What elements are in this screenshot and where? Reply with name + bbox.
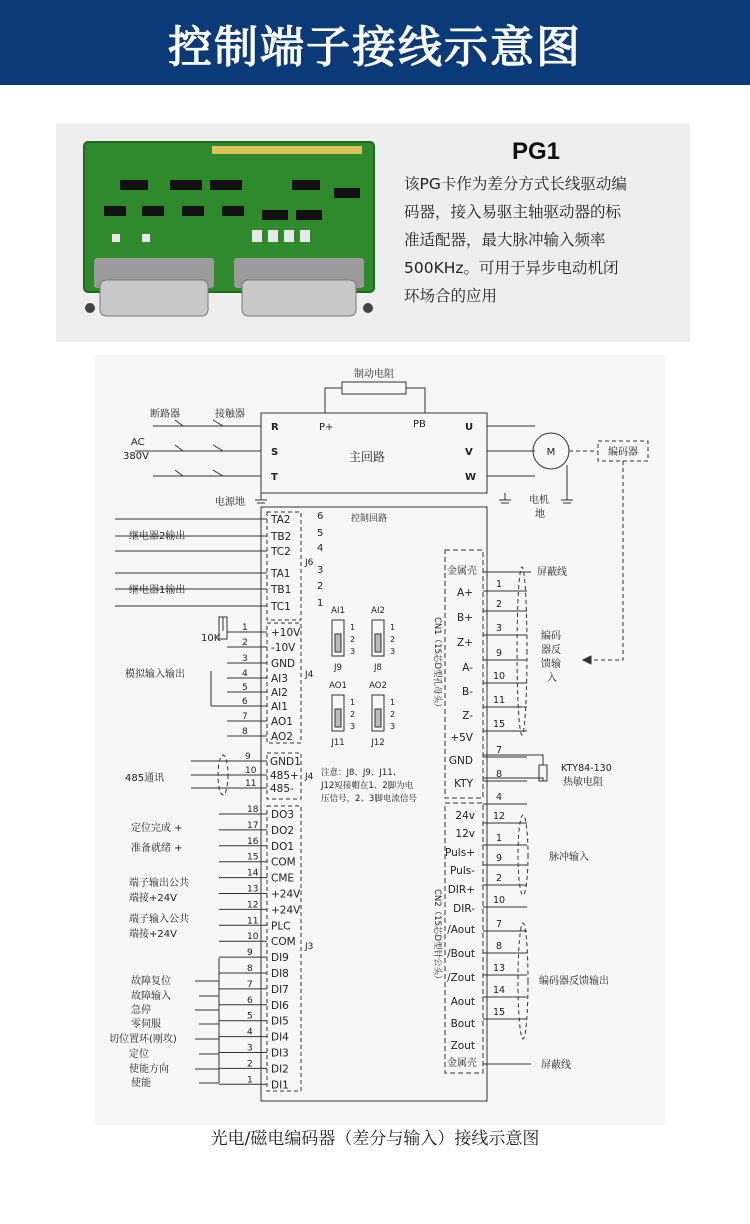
- j3-pin-12: 12: [247, 900, 259, 911]
- analog-terminal-AI1: AI1: [271, 701, 288, 713]
- jumper-name-J11: J11: [331, 738, 345, 748]
- cn2-terminal-9: Aout: [450, 996, 475, 1008]
- note-line-1: 注意：J8、J9、J11、: [321, 768, 402, 778]
- relay-terminal-TB1: TB1: [271, 584, 292, 596]
- analog-pin-5: 5: [242, 683, 248, 693]
- cn1-pin-2: 2: [495, 599, 503, 610]
- jumper-label-AO2: AO2: [369, 681, 387, 691]
- cn1-vertical-label: CN1（15芯D型孔母头）: [432, 617, 442, 712]
- jumper-cap-J8: [375, 634, 381, 652]
- j3-terminal-15: DI3: [271, 1047, 289, 1060]
- j3-terminal-12: DI6: [271, 999, 289, 1012]
- j6-label: J6: [305, 558, 314, 568]
- in-common-label-1: 端子输入公共: [129, 914, 189, 925]
- di-label-1: 故障输入: [131, 991, 171, 1002]
- power-ground-label: 电源地: [215, 497, 245, 508]
- desc-line: 500KHz。可用于异步电动机闭: [404, 259, 619, 277]
- jumper-cap-J12: [375, 709, 381, 727]
- j3-pin-10: 10: [247, 932, 259, 943]
- jumper-pin-J11-1: 1: [350, 698, 356, 707]
- page-header: [0, 0, 750, 85]
- relay-terminal-TA2: TA2: [271, 514, 291, 526]
- cn1-terminal-KTY: KTY: [454, 778, 473, 790]
- di-label-6: 使能方向: [129, 1064, 169, 1075]
- jumper-name-J8: J8: [374, 663, 382, 673]
- note-line-2: J12短接帽在1、2脚为电: [321, 781, 414, 791]
- cn1-pin-15: 15: [492, 719, 506, 730]
- rs485-pin-11: 11: [245, 779, 257, 789]
- cn2-terminal-0: 24v: [455, 810, 475, 822]
- j3-terminal-5: +24V: [271, 888, 301, 901]
- cn1-pin-7: 7: [495, 745, 503, 756]
- cn2-terminal-2: Puls+: [445, 847, 475, 859]
- shield-label-bottom: 屏蔽线: [541, 1060, 571, 1071]
- j3-terminal-9: DI9: [271, 952, 289, 965]
- analog-pin-6: 6: [242, 697, 248, 707]
- analog-pin-4: 4: [242, 669, 248, 679]
- desc-line: 准适配器，最大脉冲输入频率: [404, 231, 606, 249]
- positioning-label: 定位完成 +: [131, 823, 183, 834]
- cn2-pin-14: 14: [492, 985, 506, 996]
- in-common-label-2: 端接+24V: [129, 929, 177, 940]
- cn2-shell-label: 金属壳: [447, 1058, 477, 1069]
- cn2-pin-1: 1: [495, 833, 503, 844]
- j3-pin-7: 7: [247, 979, 253, 990]
- output-terminal-V: V: [465, 447, 473, 458]
- jumper-pin-J12-3: 3: [390, 722, 396, 731]
- pg-card-description: [404, 170, 676, 310]
- analog-terminal-GND: GND: [271, 658, 296, 670]
- page-title: 控制端子接线示意图: [168, 21, 582, 73]
- breaker-label: 断路器: [150, 409, 180, 420]
- wiring-diagram: [95, 355, 665, 1125]
- relay-terminal-TA1: TA1: [271, 568, 291, 580]
- jumper-pin-J8-2: 2: [390, 635, 396, 644]
- di-label-2: 急停: [131, 1005, 151, 1016]
- cn2-terminal-3: Puls-: [450, 865, 475, 877]
- jumper-pin-J11-3: 3: [350, 722, 356, 731]
- di-label-5: 定位: [129, 1049, 149, 1060]
- di-label-4: 切位置环(刚攻): [109, 1034, 177, 1045]
- jumper-pin-J11-2: 2: [350, 710, 356, 719]
- j3-terminal-0: DO3: [271, 809, 295, 821]
- cn2-terminal-7: /Bout: [447, 948, 475, 960]
- contactor-label: 接触器: [215, 409, 245, 420]
- pg-card-photo: [82, 140, 378, 326]
- enc-feedback-label-4: 入: [547, 673, 557, 684]
- cn2-terminal-8: /Zout: [447, 972, 475, 984]
- relay2-label: 继电器2输出: [129, 531, 186, 542]
- analog-terminal-AI3: AI3: [271, 673, 288, 685]
- j3-terminal-3: COM: [271, 856, 296, 869]
- j3-pin-14: 14: [247, 868, 259, 879]
- relay-pin-1: 1: [317, 598, 324, 609]
- cn2-pin-10: 10: [492, 895, 506, 906]
- rs485-pin-10: 10: [245, 766, 257, 776]
- input-terminal-R: R: [271, 422, 279, 433]
- enc-feedback-label-3: 馈输: [541, 659, 561, 670]
- pulse-in-label: 脉冲输入: [549, 852, 589, 863]
- jumper-label-AI1: AI1: [331, 606, 345, 616]
- cn1-pin-10: 10: [492, 671, 506, 682]
- cn1-pin-8: 8: [495, 769, 503, 780]
- motor-ground-label-2: 地: [535, 509, 545, 520]
- cn2-terminal-11: Zout: [450, 1040, 475, 1052]
- output-terminal-W: W: [465, 472, 477, 483]
- output-terminal-U: U: [465, 422, 474, 433]
- input-terminal-S: S: [271, 447, 279, 458]
- analog-pin-7: 7: [242, 712, 248, 722]
- brake-resistor-label: 制动电阻: [354, 369, 394, 380]
- analog-pin-2: 2: [242, 638, 248, 648]
- jumper-pin-J12-1: 1: [390, 698, 396, 707]
- j3-terminal-4: CME: [271, 872, 295, 885]
- rs485-pin-9: 9: [245, 752, 251, 762]
- rs485-terminal-485minus: 485-: [270, 783, 294, 795]
- jumper-pin-J9-2: 2: [350, 635, 356, 644]
- cn2-pin-12: 12: [492, 811, 506, 822]
- desc-line: 环场合的应用: [404, 287, 498, 305]
- analog-terminal-10V: -10V: [271, 642, 296, 654]
- pb-label: PB: [413, 419, 426, 430]
- j3-terminal-16: DI2: [271, 1063, 289, 1076]
- relay-pin-2: 2: [317, 581, 324, 592]
- jumper-label-AO1: AO1: [329, 681, 347, 691]
- j3-pin-1: 1: [247, 1075, 253, 1086]
- cn1-terminal-Aminus: A-: [462, 662, 473, 674]
- cn1-terminal-Bplus: B+: [456, 612, 473, 624]
- ready-label: 准备就绪 +: [131, 843, 183, 854]
- j3-terminal-13: DI5: [271, 1015, 289, 1028]
- cn1-terminal-plus5V: +5V: [450, 732, 473, 744]
- cn1-terminal-Zplus: Z+: [457, 637, 473, 649]
- j3-terminal-10: DI8: [271, 968, 289, 980]
- j3-terminal-1: DO2: [271, 824, 295, 837]
- cn2-pin-9: 9: [495, 853, 503, 864]
- j3-pin-4: 4: [247, 1027, 253, 1038]
- relay-pin-5: 5: [317, 528, 324, 539]
- analog-pin-1: 1: [242, 623, 248, 633]
- j3-pin-15: 15: [247, 852, 259, 863]
- cn2-pin-13: 13: [492, 963, 506, 974]
- out-common-label-1: 端子输出公共: [129, 878, 189, 889]
- j3-pin-16: 16: [247, 836, 259, 847]
- rs485-label: 485通讯: [125, 773, 165, 784]
- kty-label-2: 热敏电阻: [563, 777, 603, 788]
- desc-line: 该PG卡作为差分方式长线驱动编: [404, 175, 627, 193]
- ac-label: AC: [131, 437, 145, 448]
- jumper-pin-J12-2: 2: [390, 710, 396, 719]
- jumper-pin-J8-3: 3: [390, 647, 396, 656]
- rs485-terminal-485plus: 485+: [270, 770, 299, 782]
- relay-terminal-TC1: TC1: [271, 601, 291, 613]
- j3-terminal-2: DO1: [271, 840, 295, 853]
- desc-line: 码器，接入易驱主轴驱动器的标: [404, 203, 622, 221]
- relay-pin-6: 6: [317, 511, 324, 522]
- jumper-cap-J9: [335, 634, 341, 652]
- pg-card-title: PG1: [511, 138, 561, 165]
- j3-terminal-7: PLC: [271, 920, 291, 933]
- j4-analog-label: J4: [305, 670, 314, 680]
- j3-terminal-11: DI7: [271, 983, 289, 996]
- analog-label: 模拟输入输出: [125, 669, 185, 680]
- di-label-7: 使能: [131, 1078, 151, 1089]
- j3-pin-11: 11: [247, 916, 259, 927]
- cn1-pin-9: 9: [495, 648, 503, 659]
- j3-pin-5: 5: [247, 1011, 253, 1022]
- motor-ground-label-1: 电机: [529, 495, 549, 506]
- j3-label: J3: [305, 942, 314, 952]
- analog-terminal-10V: +10V: [271, 627, 301, 639]
- di-label-0: 故障复位: [131, 976, 171, 987]
- cn1-terminal-Bminus: B-: [462, 686, 473, 698]
- motor-label: M: [546, 447, 556, 458]
- j3-terminal-6: +24V: [271, 904, 301, 917]
- cn2-terminal-5: DIR-: [453, 903, 475, 915]
- kty-label-1: KTY84-130: [561, 763, 612, 774]
- cn2-vertical-label: CN2（15芯D型针公头）: [432, 889, 442, 984]
- analog-terminal-AO2: AO2: [271, 731, 293, 743]
- rs485-terminal-GND1: GND1: [270, 756, 301, 768]
- cn2-pin-7: 7: [495, 919, 503, 930]
- cn2-terminal-4: DIR+: [447, 884, 475, 896]
- j3-pin-2: 2: [247, 1059, 253, 1070]
- cn1-pin-11: 11: [492, 695, 506, 706]
- cn1-terminal-Aplus: A+: [457, 587, 473, 599]
- enc-feedback-label-1: 编码: [541, 631, 561, 642]
- j4-485-label: J4: [305, 772, 314, 782]
- cn2-pin-15: 15: [492, 1007, 506, 1018]
- analog-pin-3: 3: [242, 654, 248, 664]
- cn2-terminal-10: Bout: [450, 1018, 475, 1030]
- relay1-label: 继电器1输出: [129, 585, 186, 596]
- analog-pin-8: 8: [242, 727, 248, 737]
- cn2-terminal-1: 12v: [455, 828, 475, 840]
- cn1-terminal-Zminus: Z-: [462, 710, 473, 722]
- j3-pin-9: 9: [247, 948, 253, 959]
- j3-pin-6: 6: [247, 995, 253, 1006]
- main-circuit-label: 主回路: [348, 450, 386, 464]
- cn1-pin-1: 1: [495, 579, 503, 590]
- j3-pin-17: 17: [247, 820, 259, 831]
- cn1-terminal-GND: GND: [448, 755, 473, 767]
- cn1-shell-label: 金属壳: [447, 566, 477, 577]
- j3-terminal-17: DI1: [271, 1079, 289, 1092]
- j3-pin-8: 8: [247, 964, 253, 974]
- j3-pin-18: 18: [247, 805, 259, 815]
- j3-pin-3: 3: [247, 1043, 253, 1054]
- voltage-label: 380V: [123, 451, 149, 462]
- pplus-label: P+: [319, 422, 334, 433]
- analog-terminal-AI2: AI2: [271, 687, 288, 699]
- j3-terminal-14: DI4: [271, 1031, 289, 1044]
- enc-feedback-label-2: 器反: [541, 645, 561, 656]
- relay-terminal-TB2: TB2: [271, 531, 292, 543]
- encoder-label: 编码器: [608, 447, 638, 458]
- relay-pin-3: 3: [317, 565, 324, 576]
- cn2-terminal-6: /Aout: [447, 924, 475, 936]
- note-line-3: 压信号，2、3脚电流信号: [321, 794, 417, 804]
- diagram-caption: 光电/磁电编码器（差分与输入）接线示意图: [210, 1129, 540, 1149]
- relay-pin-4: 4: [317, 543, 324, 554]
- relay-terminal-TC2: TC2: [271, 546, 291, 558]
- cn1-pin-4: 4: [495, 792, 503, 803]
- j3-pin-13: 13: [247, 884, 259, 895]
- jumper-pin-J9-3: 3: [350, 647, 356, 656]
- j3-terminal-8: COM: [271, 936, 296, 949]
- cn2-pin-8: 8: [495, 941, 503, 952]
- pot-label: 10K: [201, 633, 221, 644]
- control-circuit-label: 控制回路: [351, 514, 388, 524]
- jumper-label-AI2: AI2: [371, 606, 385, 616]
- jumper-name-J12: J12: [371, 738, 385, 748]
- jumper-pin-J8-1: 1: [390, 623, 396, 632]
- shield-label-top: 屏蔽线: [537, 567, 567, 578]
- input-terminal-T: T: [271, 472, 278, 483]
- cn2-pin-2: 2: [495, 873, 503, 884]
- cn1-pin-3: 3: [495, 623, 503, 634]
- jumper-name-J9: J9: [334, 663, 342, 673]
- analog-terminal-AO1: AO1: [271, 716, 293, 728]
- enc-out-label: 编码器反馈输出: [539, 976, 609, 987]
- out-common-label-2: 端接+24V: [129, 893, 177, 904]
- jumper-cap-J11: [335, 709, 341, 727]
- jumper-pin-J9-1: 1: [350, 623, 356, 632]
- di-label-3: 零伺服: [131, 1019, 161, 1030]
